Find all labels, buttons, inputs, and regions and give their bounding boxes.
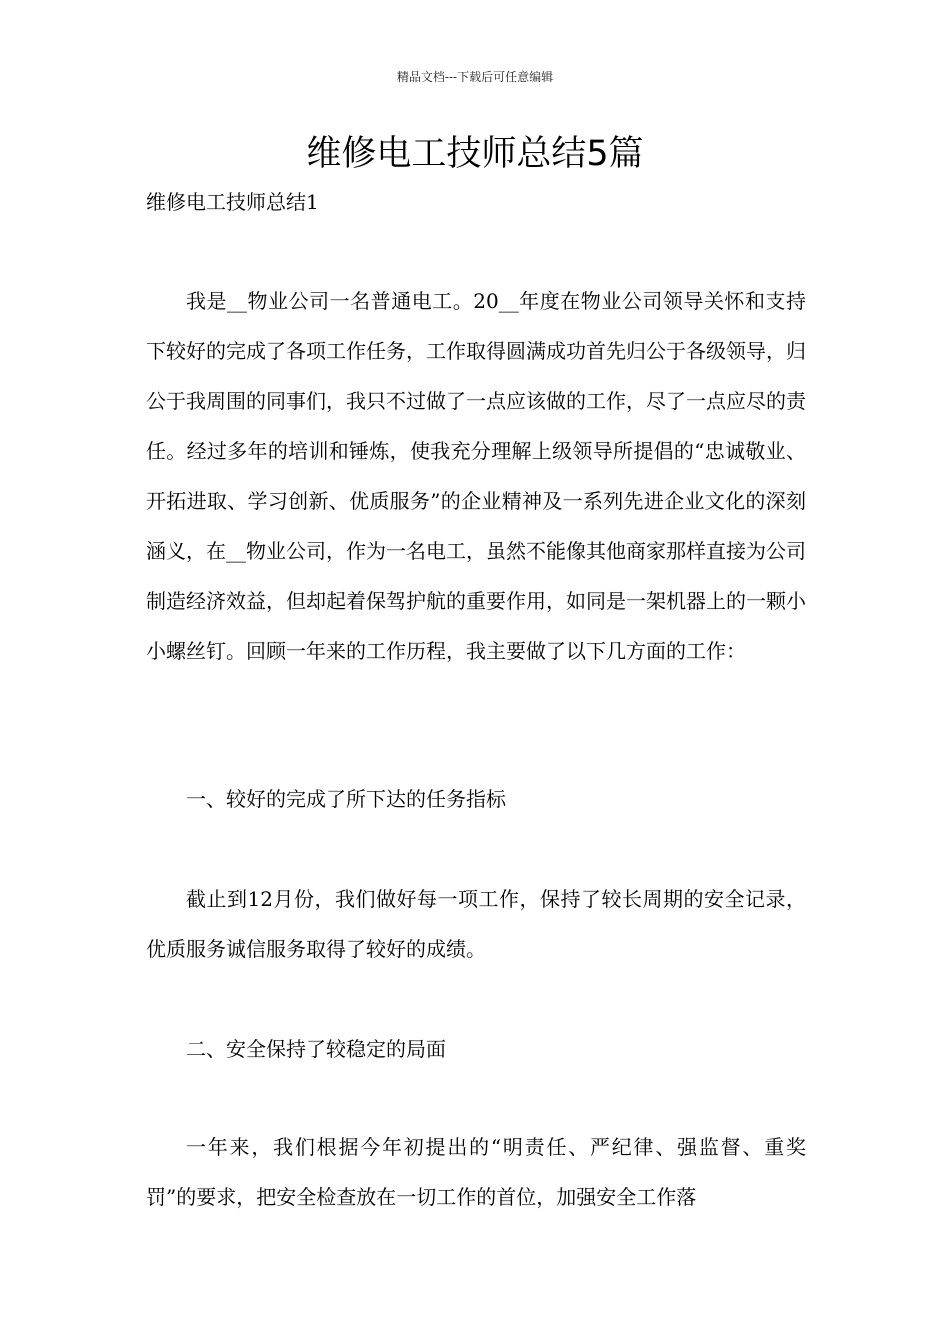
header-note: 精品文档---下载后可任意编辑 <box>396 70 554 84</box>
section-heading-2: 二、安全保持了较稳定的局面 <box>186 1037 446 1061</box>
paragraph-safety: 一年来，我们根据今年初提出的“明责任、严纪律、强监督、重奖罚”的要求，把安全检查放在一切工作的首位，加强安全工作落 <box>146 1135 806 1209</box>
section-heading-1: 一、较好的完成了所下达的任务指标 <box>186 787 506 811</box>
document-title: 维修电工技师总结5篇 <box>306 134 644 174</box>
paragraph-tasks: 截止到12月份，我们做好每一项工作，保持了较长周期的安全记录，优质服务诚信服务取得了较好的成绩。 <box>146 887 806 961</box>
paragraph-intro: 我是__物业公司一名普通电工。20__年度在物业公司领导关怀和支持下较好的完成了各项工作任务，工作取得圆满成功首先归公于各级领导，归公于我周围的同事们，我只不过做了一点应该做的工作，尽了一点应尽的责任。经过多年的培训和锤炼，使我充分理解上级领导所提倡的“忠诚敬业、开拓进取、学习创新、优质服务”的企业精神及一系列先进企业文化的深刻涵义，在__物业公司，作为一名电工，虽然不能像其他商家那样直接为公司制造经济效益，但却起着保驾护航的重要作用，如同是一架机器上的一颗小小螺丝钉。回顾一年来的工作历程，我主要做了以下几方面的工作： <box>146 289 806 663</box>
section-subtitle: 维修电工技师总结1 <box>146 190 319 214</box>
